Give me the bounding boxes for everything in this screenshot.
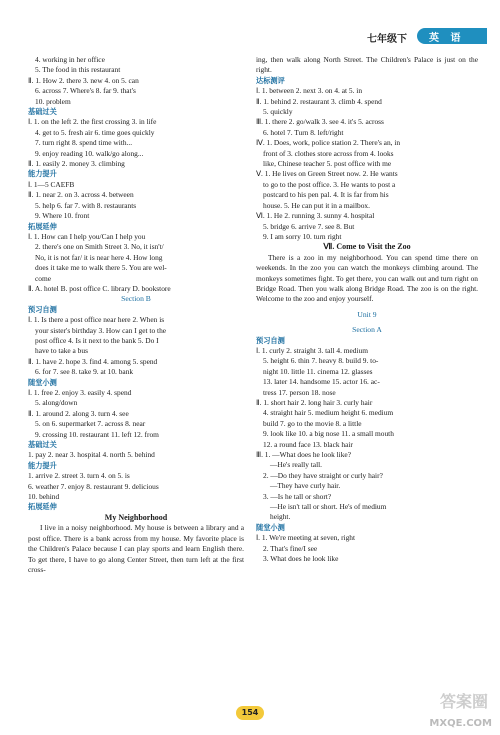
answer-line: 2. That's fine/I see <box>263 543 318 553</box>
subject-tab <box>417 28 487 44</box>
answer-line: 9. look like 10. a big nose 11. a small mouth <box>263 429 394 439</box>
section-heading: 能力提升 <box>28 169 57 179</box>
answer-line: 9. I am sorry 10. turn right <box>263 231 342 241</box>
passage-title: Ⅶ. Come to Visit the Zoo <box>323 242 411 252</box>
left-column <box>28 55 244 575</box>
answer-line: Ⅵ. 1. He 2. running 3. sunny 4. hospital <box>256 211 375 221</box>
answer-line: Ⅰ. 1. How can I help you/Can I help you <box>28 231 146 241</box>
section-heading: 拓展延伸 <box>28 502 57 512</box>
answer-line: height. <box>270 512 291 522</box>
answer-line: build 7. go to the movie 8. a little <box>263 418 362 428</box>
answer-line: 5. help 6. far 7. with 8. restaurants <box>35 200 137 210</box>
answer-line: come <box>35 273 52 283</box>
answer-line: Ⅱ. 1. easily 2. money 3. climbing <box>28 159 125 169</box>
answer-line: Ⅱ. 1. How 2. there 3. new 4. on 5. can <box>28 75 139 85</box>
watermark <box>420 689 492 729</box>
answer-line: 10. problem <box>35 96 71 106</box>
section-heading: 基础过关 <box>28 440 57 450</box>
answer-line: 5. bridge 6. arrive 7. see 8. But <box>263 221 355 231</box>
answer-line: like, Chinese teacher 5. post office with me <box>263 159 392 169</box>
answer-line: Ⅰ. 1. We're meeting at seven, right <box>256 533 356 543</box>
section-title: Unit 9 <box>357 309 377 319</box>
answer-line: 9. Where 10. front <box>35 211 90 221</box>
section-heading: 随堂小测 <box>256 522 285 532</box>
answer-line: Ⅱ. 1. short hair 2. long hair 3. curly hair <box>256 398 373 407</box>
answer-line: Ⅰ. 1. curly 2. straight 3. tall 4. medium <box>256 345 368 355</box>
passage-title: My Neighborhood <box>104 512 168 522</box>
section-heading: 预习自测 <box>28 304 57 314</box>
answer-line: 3. —Is he tall or short? <box>263 491 332 501</box>
section-heading: 拓展延伸 <box>28 221 57 231</box>
answer-line: No, it is not far/ it is near here 4. How long <box>35 252 163 262</box>
answer-line: Ⅰ. 1—5 CAEFB <box>28 179 75 189</box>
answer-line: postcard to his pen pal. 4. It is far from his <box>263 190 389 200</box>
watermark-logo: 答案圈 <box>439 692 488 711</box>
answer-line: 5. on 6. supermarket 7. across 8. near <box>35 419 146 429</box>
answer-line: 3. What does he look like <box>263 554 339 564</box>
section-heading: 达标测评 <box>256 75 285 85</box>
answer-line: 6. hotel 7. Turn 8. left/right <box>263 127 344 137</box>
answer-line: 5. along/down <box>35 398 78 408</box>
answer-line: Ⅳ. 1. Does, work, police station 2. There's an, in <box>256 138 401 148</box>
section-heading: 随堂小测 <box>28 377 57 387</box>
page-header <box>367 28 489 48</box>
page-number: 154 <box>236 706 264 720</box>
answer-line: 4. straight hair 5. medium height 6. medium <box>263 408 394 418</box>
grade-label: 七年级下 <box>367 34 407 45</box>
answer-line: Ⅲ. 1. there 2. go/walk 3. see 4. it's 5. across <box>256 117 384 127</box>
answer-line: Ⅱ. 1. have 2. hope 3. find 4. among 5. spend <box>28 356 158 366</box>
answer-line: 9. crossing 10. restaurant 11. left 12. from <box>35 429 159 439</box>
answer-line: post office 4. Is it next to the bank 5. Do I <box>35 335 159 345</box>
answer-line: Ⅰ. 1. Is there a post office near here 2. When is <box>28 315 165 325</box>
answer-line: 13. later 14. handsome 15. actor 16. ac- <box>263 377 380 387</box>
answer-line: 12. a round face 13. black hair <box>263 439 353 449</box>
answer-line: 1. pay 2. near 3. hospital 4. north 5. behind <box>28 450 155 460</box>
section-title: Section B <box>121 294 151 304</box>
answer-line: 6. weather 7. enjoy 8. restaurant 9. delicious <box>28 481 159 491</box>
answer-line: —He isn't tall or short. He's of medium <box>270 502 387 512</box>
answer-line: Ⅰ. 1. on the left 2. the first crossing 3. in life <box>28 117 157 127</box>
answer-line: 10. behind <box>28 492 60 502</box>
answer-line: night 10. little 11. cinema 12. glasses <box>263 366 373 376</box>
answer-line: Ⅱ. 1. behind 2. restaurant 3. climb 4. spend <box>256 96 382 106</box>
answer-line: Ⅱ. 1. near 2. on 3. across 4. between <box>28 190 134 200</box>
answer-line: 9. enjoy reading 10. walk/go along... <box>35 148 144 158</box>
answer-line: tress 17. person 18. nose <box>263 387 336 397</box>
answer-line: —He's really tall. <box>270 460 323 470</box>
right-column <box>256 55 478 565</box>
answer-line: 5. height 6. thin 7. heavy 8. build 9. to- <box>263 356 379 366</box>
answer-line: Ⅴ. 1. He lives on Green Street now. 2. He wants <box>256 169 398 179</box>
answer-line: 2. —Do they have straight or curly hair? <box>263 470 383 480</box>
passage-paragraph: ing, then walk along North Street. The Children's Palace is just on the right. <box>256 55 478 75</box>
answer-line: have to take a bus <box>35 346 88 356</box>
section-heading: 基础过关 <box>28 107 57 117</box>
answer-line: Ⅰ. 1. between 2. next 3. on 4. at 5. in <box>256 86 363 96</box>
watermark-site: MXQE.COM <box>429 718 492 729</box>
answer-line: 2. there's one on Smith Street 3. No, it isn't/ <box>35 242 164 252</box>
subject-label: 英 语 <box>429 33 465 44</box>
passage-paragraph: There is a zoo in my neighborhood. You can spend time there on weekends. In the zoo you can watch the monkeys climbing around. The monkeys sometimes fight. To get there, you can walk out and turn right on Bridge Road. Then you walk along Bridge Road. The zoo is on the right. Welcome to the zoo and enjoy yourself. <box>256 252 478 304</box>
answer-line: 7. turn right 8. spend time with... <box>35 138 133 148</box>
passage-paragraph: I live in a noisy neighborhood. My house is between a library and a post office. There is a bank across from my house. My favorite place is the Children's Palace because I can play sports and learn English there. To get there, I have to go along Center Street, then turn left at the first cross- <box>28 523 244 574</box>
answer-line: house. 5. He can put it in a mailbox. <box>263 200 370 210</box>
answer-line: Ⅲ. 1. —What does he look like? <box>256 450 351 460</box>
section-heading: 预习自测 <box>256 335 285 345</box>
answer-line: 6. across 7. Where's 8. far 9. that's <box>35 86 136 96</box>
answer-line: to go to the post office. 3. He wants to post a <box>263 179 396 189</box>
answer-line: 4. working in her office <box>35 55 105 64</box>
answer-line: 5. quickly <box>263 107 293 117</box>
answer-line: 5. The food in this restaurant <box>35 65 121 75</box>
answer-line: 4. get to 5. fresh air 6. time goes quickly <box>35 127 155 137</box>
answer-line: 1. arrive 2. street 3. turn 4. on 5. is <box>28 471 130 481</box>
answer-line: your sister's birthday 3. How can I get to the <box>35 325 167 335</box>
answer-line: Ⅱ. A. hotel B. post office C. library D. bookstore <box>28 283 171 293</box>
section-title: Section A <box>352 325 382 335</box>
section-heading: 能力提升 <box>28 460 57 470</box>
answer-line: 6. for 7. see 8. take 9. at 10. bank <box>35 367 134 377</box>
answer-line: does it take me to walk there 5. You are wel- <box>35 263 167 273</box>
answer-line: front of 3. clothes store across from 4. looks <box>263 148 394 158</box>
answer-line: Ⅰ. 1. free 2. enjoy 3. easily 4. spend <box>28 388 132 397</box>
answer-line: Ⅱ. 1. around 2. along 3. turn 4. see <box>28 408 129 418</box>
answer-line: —They have curly hair. <box>270 481 341 491</box>
